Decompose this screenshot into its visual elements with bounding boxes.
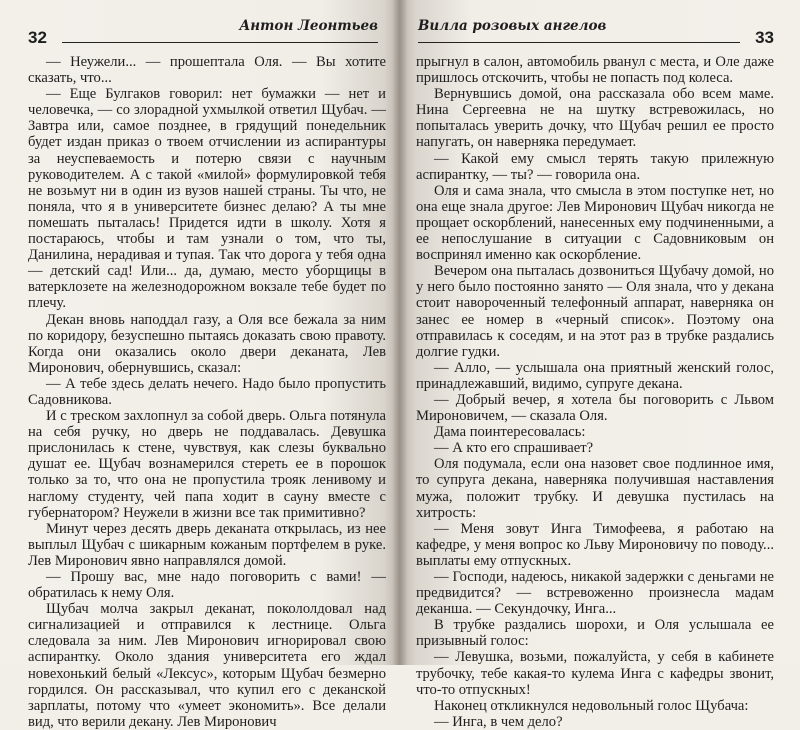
paragraph: — Алло, — услышала она приятный женский голос, принадлежавший, видимо, супруге декана. [416,359,774,392]
paragraph: Щубач молча закрыл деканат, покололдовал над сигнализацией и отправился к лестнице. Ольга следовала за ним. Лев Миронович игнорировал свою аспирантку. Около здания университета его ждал новехонький белый «Лексус», которым Щубач безмерно гордился. Он рассказывал, что купил его с деканской зарплаты, потому что «умеет экономить». Все делали вид, что верили декану. Лев Миронович [28,601,386,730]
paragraph: — А тебе здесь делать нечего. Надо было пропустить Садовникова. [28,375,386,408]
paragraph: Оля подумала, если она назовет свое подлинное имя, то супруга декана, наверняка получившая наставления мужа, положит трубку. И девушка пустилась на хитрость: [416,456,774,521]
left-page-text [28,54,386,730]
paragraph: — А кто его спрашивает? [434,440,594,457]
right-page [400,0,800,730]
paragraph: — Меня зовут Инга Тимофеева, я работаю на кафедре, у меня вопрос ко Льву Мироновичу по поводу... выплаты ему отпускных. [416,520,774,569]
paragraph: В трубке раздались шорохи, и Оля услышала ее призывный голос: [416,617,774,650]
paragraph: И с треском захлопнул за собой дверь. Ольга потянула на себя ручку, но дверь не поддавалась. Девушка прислонилась к стене, чувствуя, как слезы буквально душат ее. Щубач вознамерился стереть ее в порошок только за то, что она не пропустила трояк ленивому и наглому студенту, чей папа ходит в сауну вместе с губернатором? Неужели в жизни все так примитивно? [28,408,386,521]
right-page-header [416,18,774,48]
running-head-book-title: Вилла розовых ангелов [418,18,607,34]
running-head-author: Антон Леонтьев [239,18,378,34]
paragraph: Наконец откликнулся недовольный голос Щубача: [434,697,749,714]
paragraph: прыгнул в салон, автомобиль рванул с места, и Оле даже пришлось отскочить, чтобы не попасть под колеса. [416,54,774,87]
paragraph: — Еще Булгаков говорил: нет бумажки — нет и человечка, — со злорадной ухмылкой ответил Щубач. — Завтра или, самое позднее, в грядущий понедельник будет издан приказ о твоем отчислении из аспирантуры за неуспеваемость и потерю связи с научным руководителем. А с такой «милой» формулировкой тебя не возьмут ни в один из вузов нашей страны. Ты что, не поняла, что я в университете бизнес делаю? А ты мне помешать пыталась! Придется идти в школу. Хотя я постараюсь, чтобы и там узнали о том, что ты, Данилина, нерадивая и тупая. Так что дорога у тебя одна — детский сад! Или... да, думаю, место уборщицы в ватерклозете на железнодорожном вокзале тебе будет по плечу. [28,86,386,312]
paragraph: Оля и сама знала, что смысла в этом поступке нет, но она еще знала другое: Лев Миронович Щубач никогда не прощает оскорблений, нанесенных ему подчиненными, а ее непослушание в ситуации с Садовниковым он воспринял именно как оскорбление. [416,182,774,264]
paragraph: — Прошу вас, мне надо поговорить с вами! — обратилась к нему Оля. [28,569,386,602]
paragraph: — Господи, надеюсь, никакой задержки с деньгами не предвидится? — встревоженно произнесла мадам деканша. — Секундочку, Инга... [416,569,774,618]
paragraph: — Инга, в чем дело? [434,713,563,730]
paragraph: — Какой ему смысл терять такую прилежную аспирантку, — ты? — говорила она. [416,150,774,183]
paragraph: — Левушка, возьми, пожалуйста, у себя в кабинете трубочку, тебе какая-то кулема Инга с кафедры звонит, что-то отпускных! [416,649,774,698]
paragraph: Минут через десять дверь деканата открылась, из нее выплыл Щубач с шикарным кожаным портфелем в руке. Лев Миронович явно направлялся домой. [28,520,386,569]
paragraph: Декан вновь наподдал газу, а Оля все бежала за ним по коридору, безуспешно пытаясь доказать свою правоту. Когда они оказались около двери деканата, Лев Миронович, обернувшись, сказал: [28,311,386,376]
page-number: 32 [28,28,47,47]
header-rule [62,42,378,43]
paragraph: — Неужели... — прошептала Оля. — Вы хотите сказать, что... [28,54,386,87]
page-number: 33 [755,28,774,47]
header-rule [418,42,740,43]
paragraph: Дама поинтересовалась: [434,424,586,441]
paragraph: Вечером она пыталась дозвониться Щубачу домой, но у него было постоянно занято — Оля знала, что у декана стоит навороченный телефонный аппарат, наверняка он занес ее номер в «черный список». Поэтому она отправилась к соседям, и на этот раз в трубке раздались долгие гудки. [416,263,774,360]
left-page-header [28,18,386,48]
right-page-text [416,54,774,730]
paragraph: Вернувшись домой, она рассказала обо всем маме. Нина Сергеевна не на шутку встревожилась, но попыталась уверить дочку, что Щубач решил ее просто напугать, он наверняка передумает. [416,86,774,151]
paragraph: — Добрый вечер, я хотела бы поговорить с Львом Мироновичем, — сказала Оля. [416,391,774,425]
